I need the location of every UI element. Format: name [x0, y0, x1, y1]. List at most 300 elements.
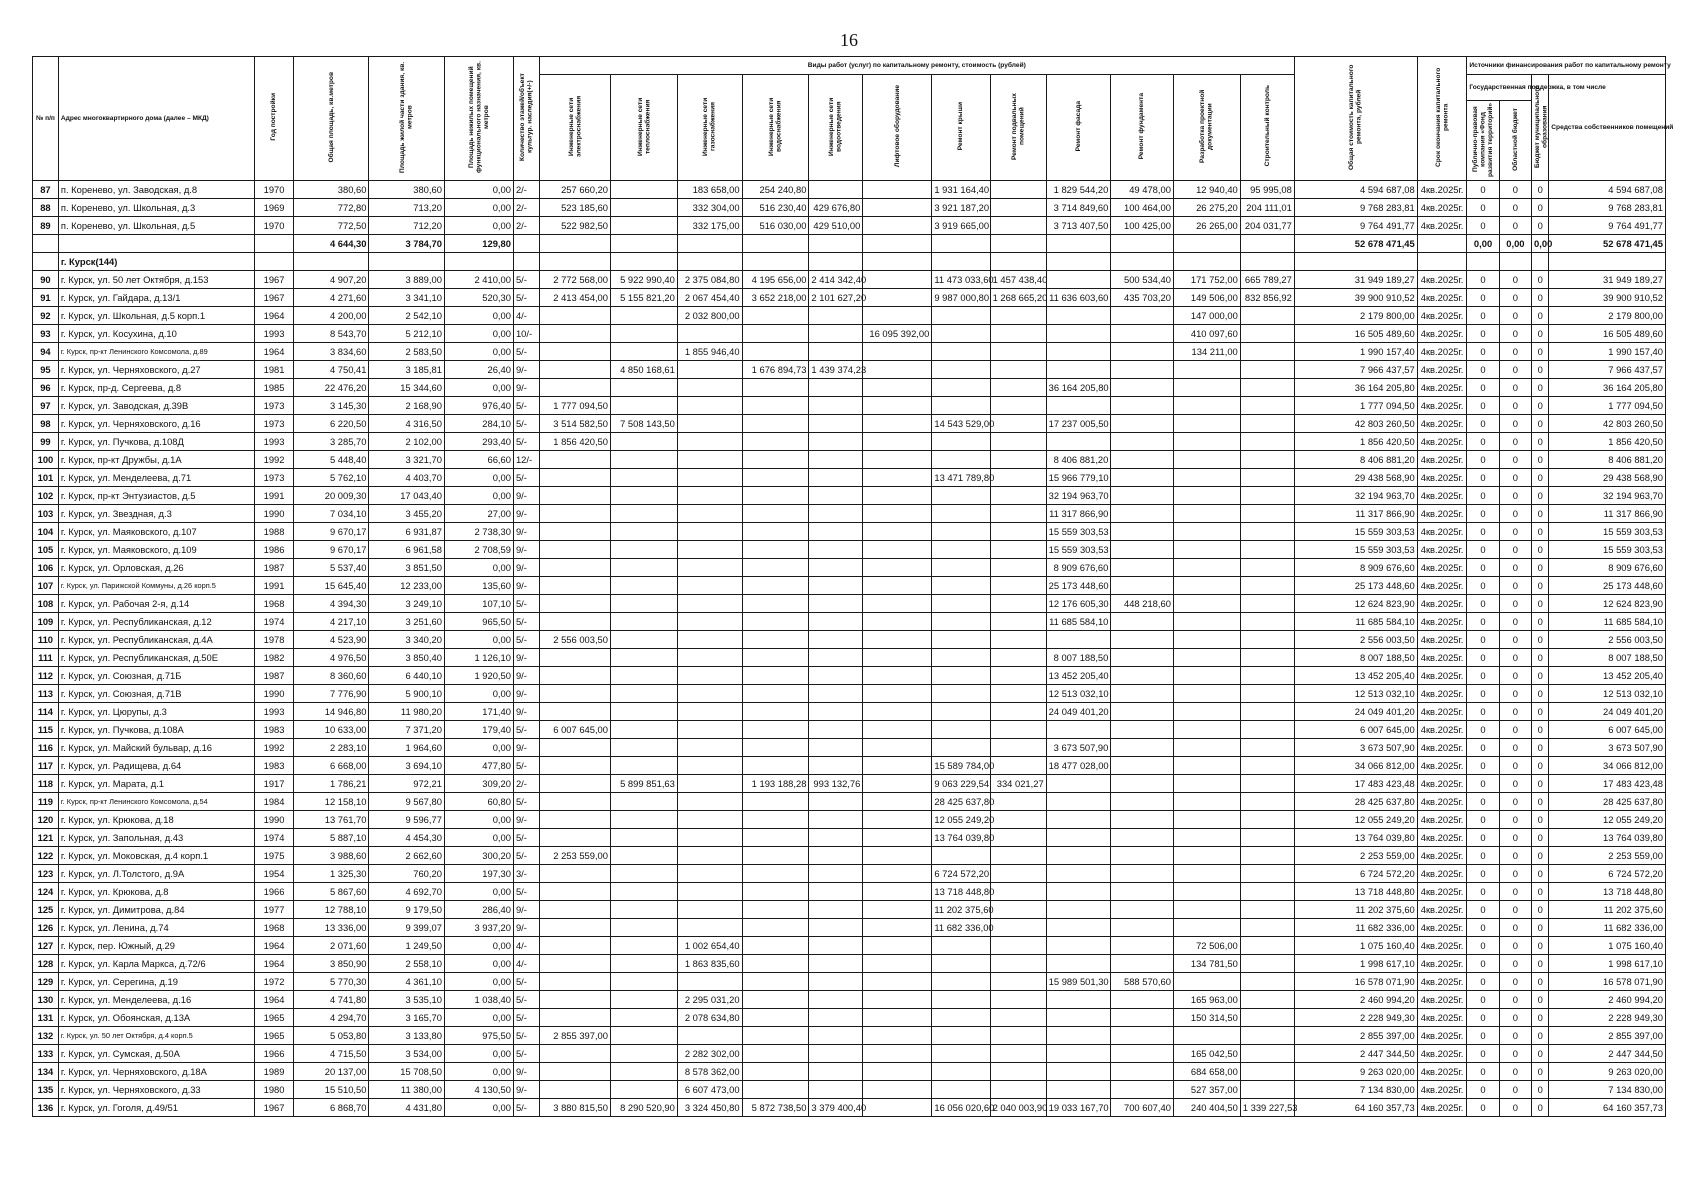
col-header-num: № п/п — [33, 57, 59, 181]
cell-s1: 0 — [1467, 397, 1499, 415]
cell-pd: 240 404,50 — [1173, 1099, 1240, 1117]
cell-r — [932, 1009, 990, 1027]
cell-d: 429 676,80 — [809, 199, 863, 217]
cell-lift — [863, 775, 932, 793]
cell-t: 4 523,90 — [293, 631, 368, 649]
cell-s1: 0 — [1467, 793, 1499, 811]
cell-a: г. Курск, ул. Запольная, д.43 — [58, 829, 254, 847]
cell-b — [990, 343, 1046, 361]
col-header-construction-control: Строительный контроль — [1240, 75, 1294, 181]
cell-s1: 0 — [1467, 631, 1499, 649]
cell-y: 1977 — [255, 901, 294, 919]
cell-s2: 0 — [1499, 829, 1531, 847]
cell-sc — [1240, 1027, 1294, 1045]
cell-b — [990, 559, 1046, 577]
cell-a: г. Курск, ул. Черняховского, д.18А — [58, 1063, 254, 1081]
cell-nr: 965,50 — [444, 613, 513, 631]
cell-fa — [1046, 847, 1111, 865]
cell-dl: 4кв.2025г. — [1417, 325, 1467, 343]
cell-nr: 309,20 — [444, 775, 513, 793]
cell-own: 2 556 003,50 — [1549, 631, 1666, 649]
cell-t: 6 220,50 — [293, 415, 368, 433]
table-row — [33, 667, 1666, 685]
cell-f: 9/- — [513, 487, 539, 505]
cell-ws — [742, 829, 809, 847]
cell-l: 2 542,10 — [369, 307, 444, 325]
cell-f: 12/- — [513, 451, 539, 469]
cell-sc — [1240, 793, 1294, 811]
cell-g: 2 078 634,80 — [677, 1009, 742, 1027]
cell-h — [611, 451, 678, 469]
cell-d — [809, 451, 863, 469]
cell-r — [932, 235, 990, 253]
cell-n: 128 — [33, 955, 59, 973]
cell-ws: 516 230,40 — [742, 199, 809, 217]
cell-own: 25 173 448,60 — [1549, 577, 1666, 595]
cell-h — [611, 325, 678, 343]
cell-d — [809, 1009, 863, 1027]
cell-s1: 0 — [1467, 919, 1499, 937]
cell-l: 2 558,10 — [369, 955, 444, 973]
cell-s2: 0 — [1499, 685, 1531, 703]
cell-g — [677, 1027, 742, 1045]
cell-g — [677, 415, 742, 433]
cell-fa — [1046, 865, 1111, 883]
cell-a: г. Курск, ул. Черняховского, д.16 — [58, 415, 254, 433]
cell-d — [809, 793, 863, 811]
cell-lift — [863, 1009, 932, 1027]
cell-nr: 0,00 — [444, 937, 513, 955]
cell-y: 1992 — [255, 451, 294, 469]
cell-t: 14 946,80 — [293, 703, 368, 721]
cell-lift — [863, 937, 932, 955]
cell-ws — [742, 847, 809, 865]
cell-r: 11 473 033,60 — [932, 271, 990, 289]
cell-e: 2 413 454,00 — [539, 289, 610, 307]
cell-dl: 4кв.2025г. — [1417, 991, 1467, 1009]
cell-fa: 36 164 205,80 — [1046, 379, 1111, 397]
cell-d — [809, 721, 863, 739]
cell-e — [539, 793, 610, 811]
cell-f: 5/- — [513, 1045, 539, 1063]
cell-s3: 0 — [1532, 307, 1549, 325]
cell-tot: 8 406 881,20 — [1294, 451, 1417, 469]
cell-sc — [1240, 505, 1294, 523]
cell-lift — [863, 541, 932, 559]
cell-n: 131 — [33, 1009, 59, 1027]
cell-h — [611, 1027, 678, 1045]
cell-t: 22 476,20 — [293, 379, 368, 397]
cell-sc — [1240, 955, 1294, 973]
cell-fo — [1111, 235, 1174, 253]
cell-fa — [1046, 433, 1111, 451]
cell-sc — [1240, 595, 1294, 613]
cell-s1: 0 — [1467, 973, 1499, 991]
cell-f: 9/- — [513, 649, 539, 667]
cell-fa — [1046, 361, 1111, 379]
cell-h: 5 899 851,63 — [611, 775, 678, 793]
cell-r — [932, 253, 990, 271]
cell-a: г. Курск, ул. Школьная, д.5 корп.1 — [58, 307, 254, 325]
cell-f: 5/- — [513, 757, 539, 775]
cell-tot: 12 624 823,90 — [1294, 595, 1417, 613]
cell-sc — [1240, 901, 1294, 919]
cell-r — [932, 847, 990, 865]
cell-t: 772,80 — [293, 199, 368, 217]
cell-y: 1972 — [255, 973, 294, 991]
cell-f: 9/- — [513, 541, 539, 559]
cell-sc: 204 111,01 — [1240, 199, 1294, 217]
cell-y: 1993 — [255, 325, 294, 343]
cell-a: г. Курск, ул. Димитрова, д.84 — [58, 901, 254, 919]
cell-t: 13 761,70 — [293, 811, 368, 829]
cell-pd — [1173, 703, 1240, 721]
cell-h — [611, 685, 678, 703]
cell-n — [33, 235, 59, 253]
cell-r: 11 682 336,00 — [932, 919, 990, 937]
cell-s2: 0 — [1499, 541, 1531, 559]
cell-d — [809, 829, 863, 847]
cell-ws — [742, 991, 809, 1009]
cell-own: 2 447 344,50 — [1549, 1045, 1666, 1063]
table-row — [33, 1027, 1666, 1045]
cell-g — [677, 757, 742, 775]
cell-fo — [1111, 1027, 1174, 1045]
cell-d — [809, 343, 863, 361]
cell-e — [539, 1045, 610, 1063]
cell-s3: 0 — [1532, 505, 1549, 523]
cell-s1: 0 — [1467, 307, 1499, 325]
cell-r — [932, 703, 990, 721]
cell-d — [809, 901, 863, 919]
cell-fa — [1046, 1027, 1111, 1045]
cell-nr: 0,00 — [444, 379, 513, 397]
cell-f: 5/- — [513, 847, 539, 865]
table-row — [33, 397, 1666, 415]
cell-s2: 0 — [1499, 595, 1531, 613]
cell-ws: 4 195 656,00 — [742, 271, 809, 289]
cell-g: 2 282 302,00 — [677, 1045, 742, 1063]
cell-r — [932, 433, 990, 451]
cell-nr — [444, 253, 513, 271]
cell-f: 9/- — [513, 523, 539, 541]
cell-s3: 0 — [1532, 343, 1549, 361]
cell-s3: 0 — [1532, 739, 1549, 757]
cell-sc — [1240, 1063, 1294, 1081]
cell-lift — [863, 181, 932, 199]
cell-h — [611, 883, 678, 901]
cell-l: 2 102,00 — [369, 433, 444, 451]
cell-sc — [1240, 991, 1294, 1009]
cell-fa — [1046, 775, 1111, 793]
cell-l: 4 692,70 — [369, 883, 444, 901]
cell-t: 4 294,70 — [293, 1009, 368, 1027]
cell-r — [932, 451, 990, 469]
cell-n: 89 — [33, 217, 59, 235]
cell-s1: 0 — [1467, 865, 1499, 883]
table-row — [33, 829, 1666, 847]
cell-fo — [1111, 703, 1174, 721]
cell-pd: 171 752,00 — [1173, 271, 1240, 289]
cell-dl: 4кв.2025г. — [1417, 595, 1467, 613]
cell-tot: 31 949 189,27 — [1294, 271, 1417, 289]
cell-dl: 4кв.2025г. — [1417, 361, 1467, 379]
cell-fo — [1111, 559, 1174, 577]
cell-b — [990, 865, 1046, 883]
cell-tot: 2 855 397,00 — [1294, 1027, 1417, 1045]
cell-ws — [742, 919, 809, 937]
col-header-municipal: Бюджет муниципального образования — [1532, 75, 1549, 181]
cell-fo — [1111, 865, 1174, 883]
cell-own: 31 949 189,27 — [1549, 271, 1666, 289]
cell-s1: 0 — [1467, 739, 1499, 757]
cell-g — [677, 379, 742, 397]
cell-ws — [742, 469, 809, 487]
cell-g — [677, 973, 742, 991]
cell-l: 7 371,20 — [369, 721, 444, 739]
cell-a: п. Коренево, ул. Заводская, д.8 — [58, 181, 254, 199]
cell-g: 332 175,00 — [677, 217, 742, 235]
cell-lift — [863, 559, 932, 577]
cell-nr: 0,00 — [444, 973, 513, 991]
cell-pd: 149 506,00 — [1173, 289, 1240, 307]
cell-d — [809, 631, 863, 649]
cell-g: 183 658,00 — [677, 181, 742, 199]
cell-sc — [1240, 1045, 1294, 1063]
cell-fo — [1111, 343, 1174, 361]
cell-b — [990, 217, 1046, 235]
cell-tot: 12 055 249,20 — [1294, 811, 1417, 829]
cell-g — [677, 253, 742, 271]
cell-fa: 8 007 188,50 — [1046, 649, 1111, 667]
cell-s2: 0 — [1499, 271, 1531, 289]
col-header-deadline: Срок окончания капитального ремонта — [1417, 57, 1467, 181]
cell-l: 5 900,10 — [369, 685, 444, 703]
cell-s2: 0 — [1499, 703, 1531, 721]
cell-t: 8 360,60 — [293, 667, 368, 685]
cell-fa — [1046, 397, 1111, 415]
cell-f: 9/- — [513, 901, 539, 919]
cell-s2: 0 — [1499, 721, 1531, 739]
cell-dl: 4кв.2025г. — [1417, 1027, 1467, 1045]
cell-tot: 6 724 572,20 — [1294, 865, 1417, 883]
cell-e — [539, 361, 610, 379]
cell-lift — [863, 451, 932, 469]
cell-lift — [863, 901, 932, 919]
cell-n: 119 — [33, 793, 59, 811]
cell-lift — [863, 397, 932, 415]
cell-r — [932, 595, 990, 613]
cell-g: 6 607 473,00 — [677, 1081, 742, 1099]
cell-h — [611, 253, 678, 271]
cell-s3: 0 — [1532, 289, 1549, 307]
cell-d — [809, 469, 863, 487]
cell-e: 522 982,50 — [539, 217, 610, 235]
cell-sc — [1240, 235, 1294, 253]
cell-s3: 0 — [1532, 613, 1549, 631]
cell-n: 124 — [33, 883, 59, 901]
cell-fo: 700 607,40 — [1111, 1099, 1174, 1117]
col-header-foundation: Ремонт фундамента — [1111, 75, 1174, 181]
cell-n: 90 — [33, 271, 59, 289]
cell-fo — [1111, 883, 1174, 901]
cell-l: 3 850,40 — [369, 649, 444, 667]
cell-s3: 0 — [1532, 955, 1549, 973]
cell-nr: 0,00 — [444, 307, 513, 325]
cell-nr: 0,00 — [444, 199, 513, 217]
cell-fa: 12 513 032,10 — [1046, 685, 1111, 703]
cell-tot: 9 768 283,81 — [1294, 199, 1417, 217]
cell-fo — [1111, 487, 1174, 505]
cell-s1: 0 — [1467, 271, 1499, 289]
cell-f: 5/- — [513, 793, 539, 811]
cell-tot: 15 559 303,53 — [1294, 523, 1417, 541]
cell-a: г. Курск, ул. Менделеева, д.16 — [58, 991, 254, 1009]
cell-b — [990, 451, 1046, 469]
cell-s2: 0 — [1499, 649, 1531, 667]
cell-b — [990, 721, 1046, 739]
cell-a: г. Курск, ул. Союзная, д.71В — [58, 685, 254, 703]
cell-own: 52 678 471,45 — [1549, 235, 1666, 253]
cell-n: 118 — [33, 775, 59, 793]
cell-nr: 975,50 — [444, 1027, 513, 1045]
cell-s3: 0 — [1532, 433, 1549, 451]
cell-h — [611, 1081, 678, 1099]
cell-s2: 0 — [1499, 973, 1531, 991]
cell-a: г. Курск, ул. Обоянская, д.13А — [58, 1009, 254, 1027]
cell-lift — [863, 955, 932, 973]
cell-dl: 4кв.2025г. — [1417, 1063, 1467, 1081]
cell-y: 1973 — [255, 397, 294, 415]
cell-own: 39 900 910,52 — [1549, 289, 1666, 307]
cell-pd — [1173, 397, 1240, 415]
cell-r — [932, 739, 990, 757]
cell-y: 1973 — [255, 415, 294, 433]
cell-s2 — [1499, 253, 1531, 271]
cell-pd — [1173, 505, 1240, 523]
cell-y: 1968 — [255, 595, 294, 613]
cell-s3: 0 — [1532, 883, 1549, 901]
cell-sc — [1240, 1081, 1294, 1099]
cell-sc — [1240, 451, 1294, 469]
cell-y: 1978 — [255, 631, 294, 649]
cell-s1: 0 — [1467, 217, 1499, 235]
table-row — [33, 793, 1666, 811]
cell-s1: 0 — [1467, 883, 1499, 901]
cell-h — [611, 199, 678, 217]
cell-n: 109 — [33, 613, 59, 631]
cell-dl: 4кв.2025г. — [1417, 613, 1467, 631]
table-row — [33, 487, 1666, 505]
cell-pd — [1173, 487, 1240, 505]
cell-dl: 4кв.2025г. — [1417, 685, 1467, 703]
table-row — [33, 433, 1666, 451]
cell-ws: 1 676 894,73 — [742, 361, 809, 379]
cell-fa: 15 966 779,10 — [1046, 469, 1111, 487]
cell-pd: 134 211,00 — [1173, 343, 1240, 361]
cell-nr: 27,00 — [444, 505, 513, 523]
cell-e: 2 855 397,00 — [539, 1027, 610, 1045]
cell-b — [990, 235, 1046, 253]
cell-l: 972,21 — [369, 775, 444, 793]
cell-sc — [1240, 829, 1294, 847]
cell-r — [932, 1045, 990, 1063]
cell-h — [611, 235, 678, 253]
col-header-roof: Ремонт крыши — [932, 75, 990, 181]
cell-y: 1967 — [255, 1099, 294, 1117]
cell-a: г. Курск, пр-д. Сергеева, д.8 — [58, 379, 254, 397]
cell-tot: 52 678 471,45 — [1294, 235, 1417, 253]
cell-e — [539, 919, 610, 937]
cell-nr: 60,80 — [444, 793, 513, 811]
cell-r — [932, 667, 990, 685]
cell-g: 2 295 031,20 — [677, 991, 742, 1009]
cell-s1: 0 — [1467, 559, 1499, 577]
cell-s1: 0 — [1467, 955, 1499, 973]
cell-s1: 0 — [1467, 595, 1499, 613]
cell-fo — [1111, 541, 1174, 559]
cell-ws: 3 652 218,00 — [742, 289, 809, 307]
cell-dl: 4кв.2025г. — [1417, 847, 1467, 865]
cell-s3: 0 — [1532, 577, 1549, 595]
cell-sc: 1 339 227,53 — [1240, 1099, 1294, 1117]
cell-tot: 11 317 866,90 — [1294, 505, 1417, 523]
cell-e — [539, 343, 610, 361]
cell-ws — [742, 523, 809, 541]
cell-fo — [1111, 1081, 1174, 1099]
cell-own: 28 425 637,80 — [1549, 793, 1666, 811]
cell-sc — [1240, 667, 1294, 685]
cell-n: 88 — [33, 199, 59, 217]
cell-b: 1 457 438,40 — [990, 271, 1046, 289]
cell-t: 2 071,60 — [293, 937, 368, 955]
cell-fo — [1111, 361, 1174, 379]
cell-d — [809, 559, 863, 577]
cell-s3: 0 — [1532, 217, 1549, 235]
cell-r — [932, 1063, 990, 1081]
cell-fo — [1111, 829, 1174, 847]
table-row — [33, 739, 1666, 757]
cell-g — [677, 721, 742, 739]
cell-b — [990, 703, 1046, 721]
cell-y: 1964 — [255, 955, 294, 973]
cell-l: 2 662,60 — [369, 847, 444, 865]
cell-t: 5 762,10 — [293, 469, 368, 487]
cell-b — [990, 361, 1046, 379]
cell-tot: 3 673 507,90 — [1294, 739, 1417, 757]
cell-y: 1966 — [255, 883, 294, 901]
cell-r — [932, 1081, 990, 1099]
cell-lift — [863, 703, 932, 721]
cell-a: г. Курск, ул. Гайдара, д.13/1 — [58, 289, 254, 307]
cell-sc — [1240, 703, 1294, 721]
cell-f: 5/- — [513, 991, 539, 1009]
cell-lift — [863, 919, 932, 937]
table-row — [33, 703, 1666, 721]
cell-s2: 0 — [1499, 937, 1531, 955]
cell-s3: 0 — [1532, 1045, 1549, 1063]
cell-s3: 0 — [1532, 181, 1549, 199]
cell-tot: 25 173 448,60 — [1294, 577, 1417, 595]
cell-lift — [863, 199, 932, 217]
cell-n: 108 — [33, 595, 59, 613]
cell-dl: 4кв.2025г. — [1417, 829, 1467, 847]
cell-n: 94 — [33, 343, 59, 361]
cell-lift — [863, 685, 932, 703]
cell-fa — [1046, 721, 1111, 739]
cell-e — [539, 667, 610, 685]
cell-s2: 0 — [1499, 1099, 1531, 1117]
